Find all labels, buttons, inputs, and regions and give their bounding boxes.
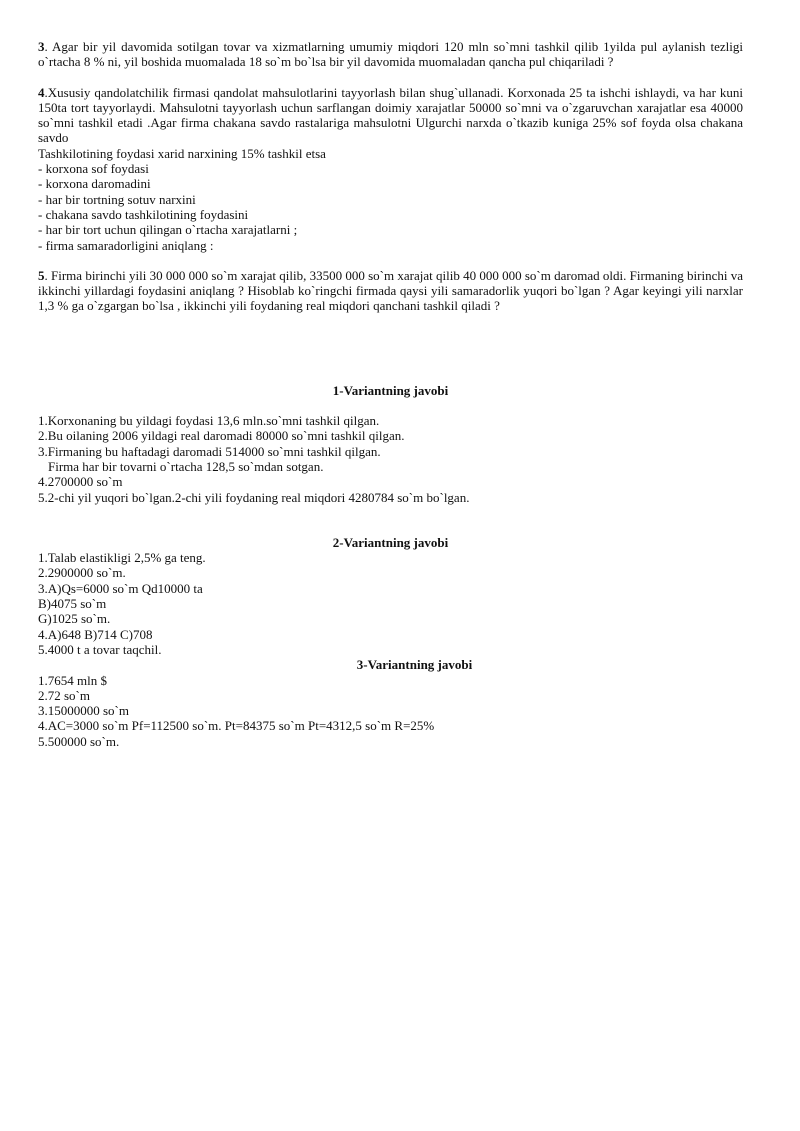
variant-3-answer: 4.AC=3000 so`m Pf=112500 so`m. Pt=84375 so`m Pt=4312,5 so`m R=25% [38,718,435,734]
variant-2-answer: 2.2900000 so`m. [38,565,126,581]
problem-4-line: - firma samaradorligini aniqlang : [38,237,214,253]
variant-1-answer: 5.2-chi yil yuqori bo`lgan.2-chi yili foydaning real miqdori 4280784 so`m bo`lgan. [38,489,470,505]
variant-1-answer: 4.2700000 so`m [38,474,123,490]
problem-4-line: - korxona daromadini [38,176,151,192]
variant-1-answer: 2.Bu oilaning 2006 yildagi real daromadi 80000 so`mni tashkil qilgan. [38,428,405,444]
problem-5-text: . Firma birinchi yili 30 000 000 so`m xarajat qilib, 33500 000 so`m xarajat qilib 40 000 000 so`m daromad oldi. Firmaning birinchi va ikkinchi yillardagi foydasini aniqlang ? Hisoblab ko`ringchi firmada qaysi yili samaradorlik yuqori bo`lgan ? Agar keyingi yili narxlar 1,3 % ga o`zgargan bo`lsa , ikkinchi yili foydaning real miqdori qanchani tashkil qiladi ? [38,267,743,314]
variant-2-answer: G)1025 so`m. [38,611,111,627]
problem-4-text: .Xususiy qandolatchilik firmasi qandolat mahsulotlarini tayyorlash bilan shug`ullanadi. Korxonada 25 ta ishchi ishlaydi, va har kuni 150ta tort tayyorlaydi. Mahsulotni tayyorlash uchun sarflangan doimiy xarajatlar 50000 so`mni va o`zgaruvchan xarajatlar esa 40000 so`mni tashkil etadi .Agar firma chakana savdo rastalariga mahsulotni Ulgurchi narxda o`tkazib kuniga 25% sof foyda olsa chakana savdo [38,84,743,146]
variant-2-answer: 3.A)Qs=6000 so`m Qd10000 ta [38,580,203,596]
problem-4-line: - chakana savdo tashkilotining foydasini [38,206,249,222]
problem-4 [38,85,743,146]
problem-4-line: Tashkilotining foydasi xarid narxining 15% tashkil etsa [38,145,326,161]
problem-3 [38,39,743,70]
problem-5-number: 5 [38,267,45,283]
variant-3-answer: 3.15000000 so`m [38,703,129,719]
variant-3-answer: 1.7654 mln $ [38,672,107,688]
variant-2-answer: 5.4000 t a tovar taqchil. [38,641,162,657]
variant-2-answer: 4.A)648 B)714 C)708 [38,626,153,642]
variant-2-answer: B)4075 so`m [38,596,107,612]
variant-1-heading: 1-Variantning javobi [332,382,449,398]
problem-5 [38,268,743,314]
document-page [38,39,743,749]
variant-3-heading: 3-Variantning javobi [356,657,473,673]
problem-4-line: - korxona sof foydasi [38,161,149,177]
variant-3-answer: 2.72 so`m [38,687,90,703]
variant-2-heading: 2-Variantning javobi [332,534,449,550]
problem-4-line: - har bir tort uchun qilingan o`rtacha xarajatlarni ; [38,222,298,238]
variant-1-answer: Firma har bir tovarni o`rtacha 128,5 so`mdan sotgan. [48,458,324,474]
variant-1-answer: 1.Korxonaning bu yildagi foydasi 13,6 mln.so`mni tashkil qilgan. [38,413,380,429]
variant-2-answer: 1.Talab elastikligi 2,5% ga teng. [38,550,206,566]
problem-4-number: 4 [38,84,45,100]
problem-3-text: . Agar bir yil davomida sotilgan tovar va xizmatlarning umumiy miqdori 120 mln so`mni tashkil qilib 1yilda pul aylanish tezligi o`rtacha 8 % ni, yil boshida muomalada 18 so`m bo`lsa bir yil davomida muomaladan qancha pul chiqariladi ? [38,39,743,70]
variant-1-answer: 3.Firmaning bu haftadagi daromadi 514000 so`mni tashkil qilgan. [38,443,381,459]
problem-3-number: 3 [38,39,45,54]
variant-3-answer: 5.500000 so`m. [38,733,120,749]
problem-4-line: - har bir tortning sotuv narxini [38,191,196,207]
